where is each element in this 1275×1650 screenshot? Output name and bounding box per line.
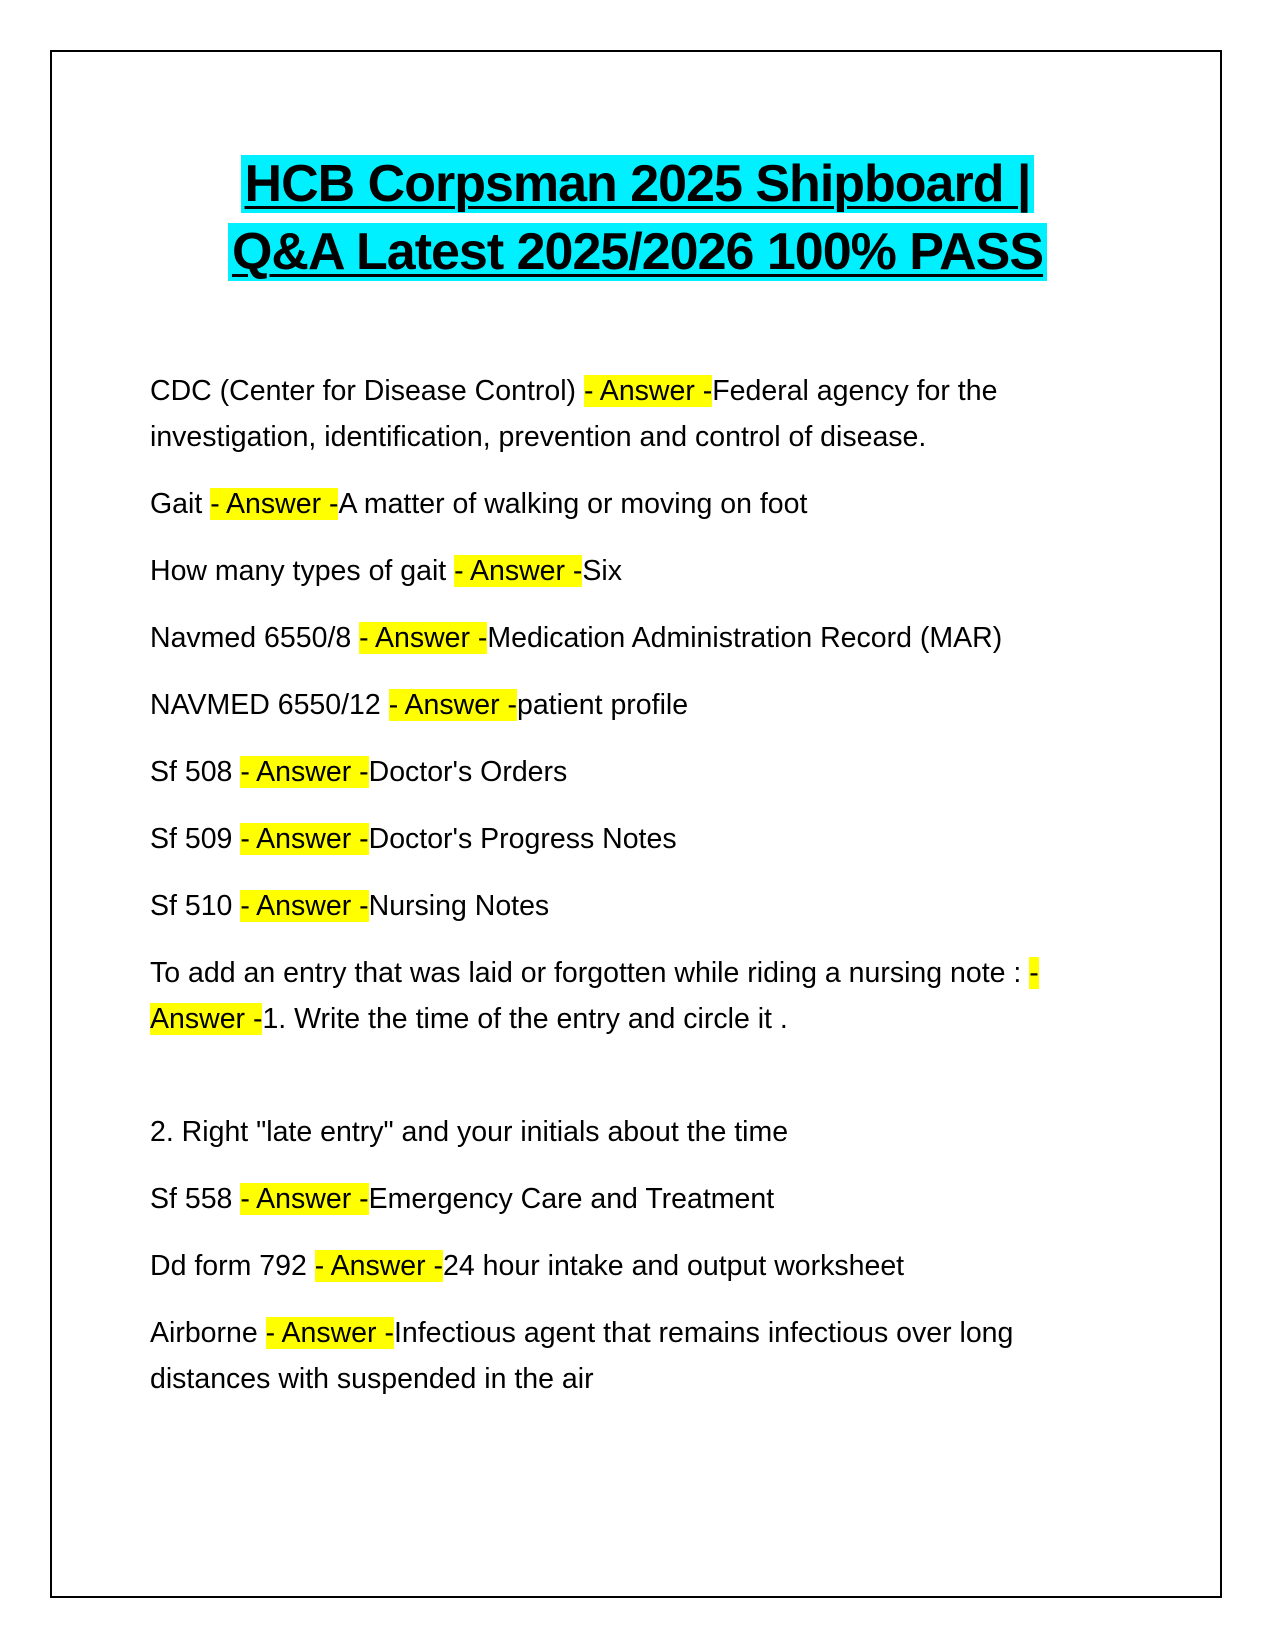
answer-text: Nursing Notes (368, 890, 550, 922)
document-title (60, 150, 1215, 286)
qa-item (150, 1310, 1130, 1402)
qa-item (150, 950, 1130, 1042)
qa-item (150, 682, 1130, 728)
answer-text: A matter of walking or moving on foot (338, 488, 808, 520)
answer-text: Federal agency for the investigation, identification, prevention and control of disease. (150, 375, 998, 453)
title-line-1: HCB Corpsman 2025 Shipboard | (241, 155, 1035, 213)
question-text: Dd form 792 (150, 1250, 315, 1282)
answer-marker: - Answer - (240, 823, 369, 855)
question-text: Navmed 6550/8 (150, 622, 360, 654)
qa-item (150, 548, 1130, 594)
answer-text: 1. Write the time of the entry and circle it . (262, 1003, 788, 1035)
question-text: Gait (150, 488, 211, 520)
qa-item (150, 615, 1130, 661)
qa-list (150, 368, 1130, 1423)
question-text: To add an entry that was laid or forgotten while riding a nursing note : (150, 957, 1030, 989)
qa-continuation: 2. Right "late entry" and your initials about the time (150, 1116, 789, 1148)
qa-item (150, 368, 1130, 460)
question-text: Sf 508 (150, 756, 241, 788)
question-text: How many types of gait (150, 555, 455, 587)
answer-marker: - Answer - (240, 1183, 369, 1215)
question-text: CDC (Center for Disease Control) (150, 375, 584, 407)
answer-text: Infectious agent that remains infectious over long distances with suspended in the air (150, 1317, 1014, 1395)
answer-text: Six (582, 555, 623, 587)
answer-text: Medication Administration Record (MAR) (487, 622, 1003, 654)
answer-marker: - Answer - (388, 689, 517, 721)
question-text: NAVMED 6550/12 (150, 689, 389, 721)
answer-marker: - Answer - (240, 890, 369, 922)
qa-item (150, 1176, 1130, 1222)
answer-text: Doctor's Orders (368, 756, 568, 788)
qa-item (150, 816, 1130, 862)
answer-marker: - Answer - (454, 555, 583, 587)
answer-marker: - Answer - (314, 1250, 444, 1282)
title-line-2: Q&A Latest 2025/2026 100% PASS (228, 223, 1047, 281)
answer-text: 24 hour intake and output worksheet (443, 1250, 905, 1282)
answer-marker: - Answer - (210, 488, 339, 520)
answer-marker: - Answer - (359, 622, 488, 654)
question-text: Sf 510 (150, 890, 241, 922)
answer-text: Emergency Care and Treatment (368, 1183, 775, 1215)
question-text: Sf 509 (150, 823, 241, 855)
question-text: Sf 558 (150, 1183, 241, 1215)
answer-text: patient profile (516, 689, 689, 721)
qa-item (150, 481, 1130, 527)
answer-marker: - Answer - (240, 756, 369, 788)
qa-item (150, 883, 1130, 929)
answer-marker: - Answer - (265, 1317, 394, 1349)
qa-item (150, 1243, 1130, 1289)
answer-marker: - Answer - (583, 375, 713, 407)
question-text: Airborne (150, 1317, 266, 1349)
answer-marker: - Answer - (150, 957, 1039, 1035)
answer-text: Doctor's Progress Notes (368, 823, 677, 855)
qa-item (150, 749, 1130, 795)
